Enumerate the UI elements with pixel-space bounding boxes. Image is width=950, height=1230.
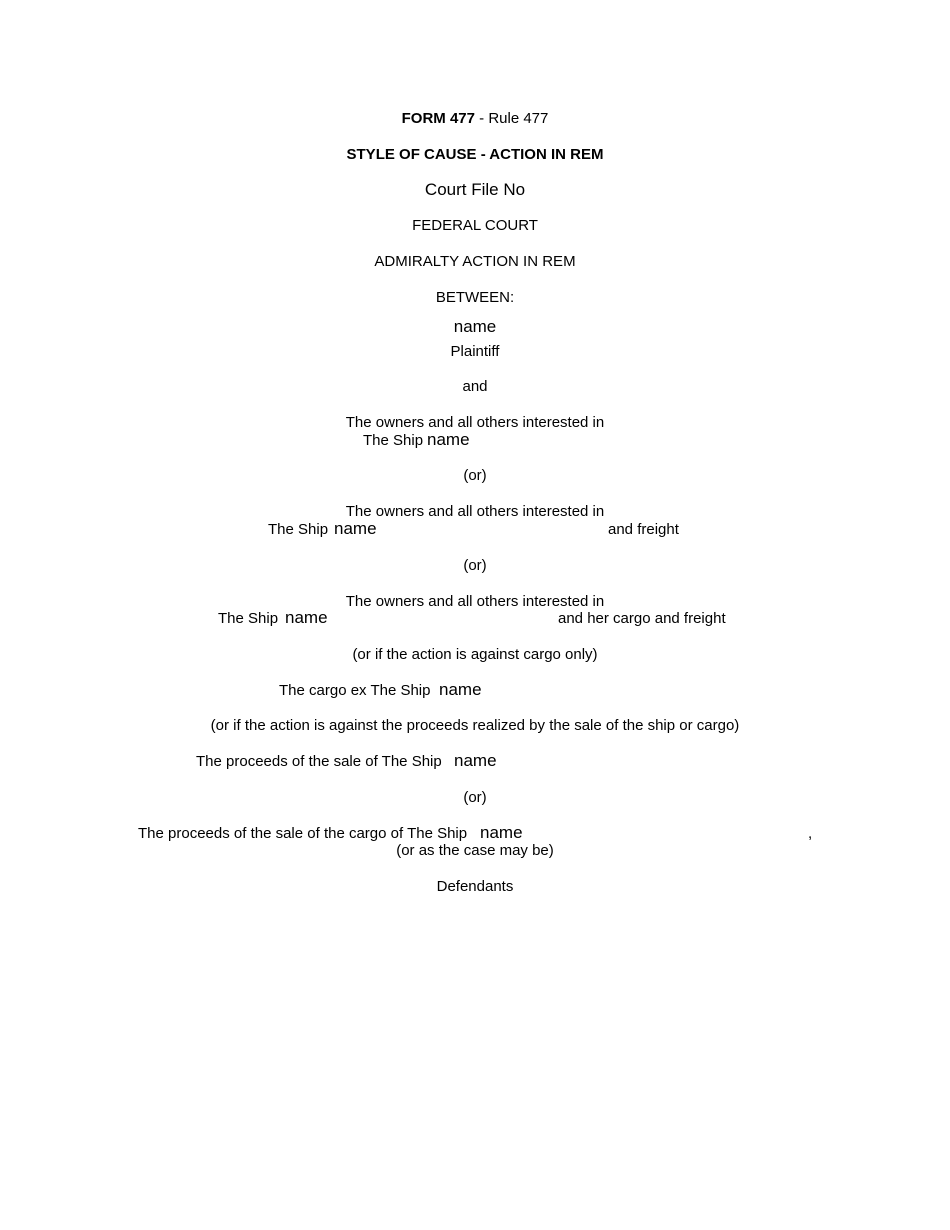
opt2-ship-name-field[interactable]: name: [334, 519, 377, 538]
between-label: BETWEEN:: [435, 289, 515, 306]
or-separator-2: (or): [463, 557, 487, 574]
form-rule: - Rule 477: [474, 110, 549, 127]
or-separator-3: (or): [463, 789, 487, 806]
opt6-ship-name-field[interactable]: name: [480, 823, 523, 842]
opt4-ship-name-field[interactable]: name: [439, 680, 482, 699]
opt1-ship-label: The Ship: [363, 432, 424, 449]
form-title: STYLE OF CAUSE - ACTION IN REM: [346, 146, 604, 163]
or-separator-1: (or): [463, 467, 487, 484]
opt3-ship-name-field[interactable]: name: [285, 608, 328, 627]
opt6-note: (or as the case may be): [396, 842, 554, 859]
opt1-ship-name-field[interactable]: name: [427, 430, 470, 449]
opt2-intro: The owners and all others interested in: [345, 503, 605, 520]
court-file-label: Court File No: [424, 180, 526, 199]
plaintiff-label: Plaintiff: [450, 343, 500, 360]
proceeds-note: (or if the action is against the proceeds realized by the sale of the ship or cargo): [210, 717, 740, 734]
and-label: and: [462, 378, 488, 395]
cargo-only-note: (or if the action is against cargo only): [352, 646, 598, 663]
opt1-intro: The owners and all others interested in: [345, 414, 605, 431]
opt5-ship-name-field[interactable]: name: [454, 751, 497, 770]
opt3-ship-label: The Ship: [218, 610, 279, 627]
opt2-suffix: and freight: [608, 521, 679, 538]
form-header: [0, 110, 950, 128]
form-number: FORM 477: [401, 110, 475, 127]
court-name: FEDERAL COURT: [412, 217, 538, 234]
opt6-comma: ,: [808, 825, 813, 842]
opt3-suffix: and her cargo and freight: [558, 610, 726, 627]
opt3-intro: The owners and all others interested in: [345, 593, 605, 610]
opt5-label: The proceeds of the sale of The Ship: [196, 753, 442, 770]
plaintiff-name-field[interactable]: name: [453, 317, 497, 336]
action-type: ADMIRALTY ACTION IN REM: [374, 253, 576, 270]
defendants-label: Defendants: [436, 878, 514, 895]
opt6-label: The proceeds of the sale of the cargo of The Ship: [138, 825, 468, 842]
opt4-label: The cargo ex The Ship: [279, 682, 431, 699]
opt2-ship-label: The Ship: [268, 521, 329, 538]
